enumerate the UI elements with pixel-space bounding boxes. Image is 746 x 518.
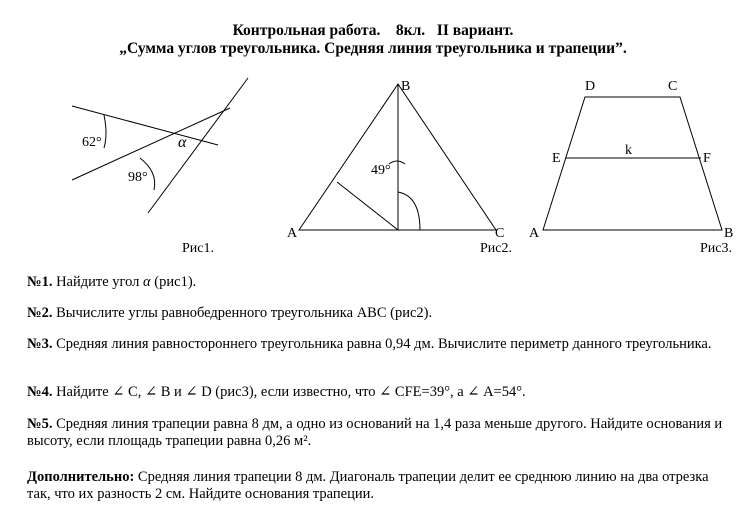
task-2-text: Вычислите углы равнобедренного треугольника АВС (рис2). [52,305,433,321]
task-2-number: №2. [27,305,53,321]
fig2-caption: Рис2. [480,241,512,256]
task-3-number: №3. [27,336,53,352]
fig1-alpha-label: α [178,134,187,151]
task-5 [27,416,732,450]
task-extra-text: Средняя линия трапеции 8 дм. Диагональ трапеции делит ее среднюю линию на два отрезка так, что их разность 2 см. Найдите основания трапеции. [27,469,709,502]
task-1-text-after: (рис1). [150,274,197,290]
fig2-bisector [337,182,398,230]
fig2-right-angle-arc [398,192,420,230]
fig2-angle-49-label: 49° [371,163,391,178]
fig1-line-transversal [148,78,248,213]
fig3-vertex-b: B [724,226,734,241]
task-4-number: №4. [27,384,53,400]
figure-3 [543,97,722,230]
task-4 [27,384,727,401]
fig1-arc-62 [104,115,106,148]
fig3-vertex-c: C [668,79,678,94]
task-3-text: Средняя линия равностороннего треугольника равна 0,94 дм. Вычислите периметр данного треугольника. [52,336,712,352]
fig3-vertex-a: A [529,226,540,241]
fig2-vertex-c: C [495,226,505,241]
fig1-angle-98-label: 98° [128,170,148,185]
worksheet-title: Контрольная работа. 8кл. II вариант. [232,22,514,39]
task-5-text: Средняя линия трапеции равна 8 дм, а одно из оснований на 1,4 раза меньше другого. Найдите основания и высоту, если площадь трапеции равна 0,26 м². [27,416,723,449]
fig3-caption: Рис3. [700,241,732,256]
task-3 [27,336,717,353]
worksheet-subtitle: „Сумма углов треугольника. Средняя линия треугольника и трапеции”. [119,40,627,57]
task-1-alpha-symbol: α [143,274,151,290]
fig3-vertex-d: D [585,79,596,94]
task-4-text: Найдите ∠ C, ∠ B и ∠ D (рис3), если известно, что ∠ CFE=39°, а ∠ A=54°. [52,384,526,400]
task-2 [27,305,727,322]
fig2-vertex-a: A [287,226,298,241]
fig2-vertex-b: B [401,79,411,94]
task-1-number: №1. [27,274,53,290]
fig3-trapezoid [543,97,722,230]
task-1 [27,274,727,291]
fig3-point-e: E [552,151,561,166]
fig1-angle-62-label: 62° [82,135,102,150]
task-5-number: №5. [27,416,53,432]
figure-2 [299,84,496,230]
task-extra [27,469,732,503]
fig2-arc-49 [389,161,405,164]
task-1-text-before: Найдите угол [52,274,144,290]
fig1-caption: Рис1. [182,241,214,256]
fig3-point-f: F [703,151,711,166]
fig3-midline-k: k [625,143,632,158]
task-extra-label: Дополнительно: [27,469,135,485]
